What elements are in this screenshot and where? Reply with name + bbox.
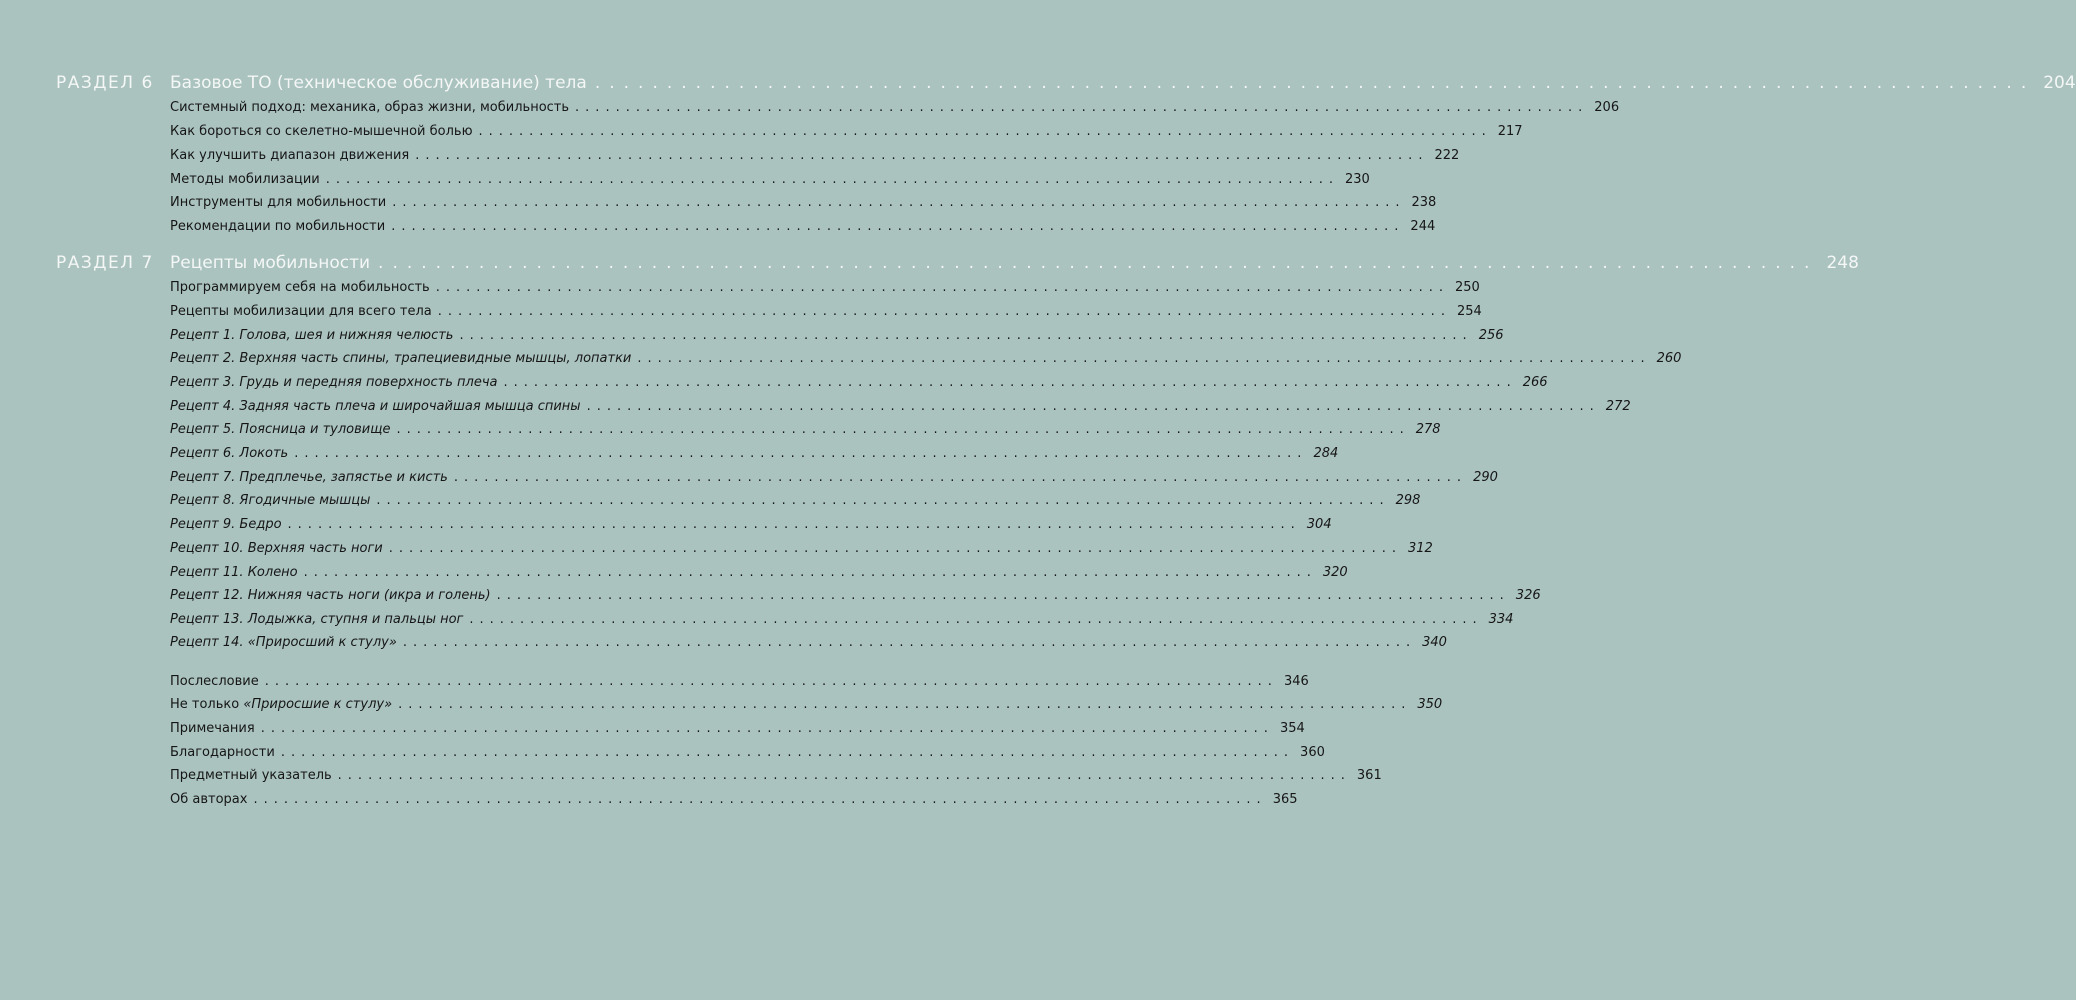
entry-title: Программируем себя на мобильность: [170, 280, 430, 295]
entry-page-number: 312: [1407, 541, 1433, 556]
dot-leader: ....................................................................................................: [586, 399, 1600, 414]
toc-entry-recipe[interactable]: [170, 421, 1441, 439]
section-title: Базовое ТО (техническое обслуживание) тела: [170, 73, 587, 93]
dot-leader: ....................................................................................................: [575, 100, 1589, 115]
entry-title-italic: «Приросшие к стулу»: [243, 697, 393, 712]
toc-entry[interactable]: [170, 194, 1437, 212]
dot-leader: ....................................................................................................: [253, 792, 1267, 807]
entry-page-number: 230: [1344, 172, 1370, 187]
entry-title: Рецепт 5. Поясница и туловище: [170, 422, 391, 437]
entry-page-number: 284: [1313, 446, 1339, 461]
entry-page-number: 244: [1410, 219, 1436, 234]
entry-page-number: 250: [1454, 280, 1480, 295]
entry-title: Методы мобилизации: [170, 172, 320, 187]
dot-leader: ....................................................................................................: [453, 470, 1468, 485]
entry-page-number: 217: [1497, 124, 1523, 139]
section-label: РАЗДЕЛ 6: [56, 73, 154, 93]
entry-title-plain: Не только: [170, 697, 244, 712]
toc-entry-acknowledgements[interactable]: [170, 744, 1325, 762]
toc-entry-notes[interactable]: [170, 720, 1305, 738]
dot-leader: ....................................................................................................: [402, 635, 1417, 650]
entry-title: Послесловие: [170, 674, 259, 689]
toc-entry-more[interactable]: [170, 696, 1443, 714]
entry-title: Рецепт 11. Колено: [170, 565, 298, 580]
dot-leader: ....................................................................................................: [415, 148, 1429, 163]
dot-leader: ....................................................................................................: [435, 280, 1449, 295]
entry-page-number: 256: [1478, 328, 1504, 343]
section-page-number: 248: [1826, 253, 1859, 273]
dot-leader: ....................................................................................................: [469, 612, 1483, 627]
section-label: РАЗДЕЛ 7: [56, 253, 154, 273]
entry-title: Рецепт 4. Задняя часть плеча и широчайшая мышца спины: [170, 399, 581, 414]
toc-entry-recipe[interactable]: [170, 398, 1631, 416]
entry-page-number: 361: [1356, 768, 1382, 783]
entry-page-number: 360: [1300, 745, 1325, 760]
dot-leader: ....................................................................................................: [392, 195, 1406, 210]
entry-title: Рекомендации по мобильности: [170, 219, 386, 234]
dot-leader: ....................................................................................................: [303, 565, 1317, 580]
toc-entry[interactable]: [170, 171, 1370, 189]
toc-entry-recipe[interactable]: [170, 445, 1339, 463]
entry-title: Как бороться со скелетно-мышечной болью: [170, 124, 473, 139]
dot-leader: ....................................................................................................: [594, 73, 2036, 93]
entry-page-number: 278: [1415, 422, 1441, 437]
entry-title: Инструменты для мобильности: [170, 195, 387, 210]
entry-title: Рецепт 10. Верхняя часть ноги: [170, 541, 383, 556]
section-title: Рецепты мобильности: [170, 253, 371, 273]
dot-leader: ....................................................................................................: [264, 674, 1278, 689]
toc-entry[interactable]: [170, 218, 1436, 236]
dot-leader: ....................................................................................................: [337, 768, 1351, 783]
section-heading[interactable]: [56, 72, 2076, 94]
toc-entry-recipe[interactable]: [170, 374, 1548, 392]
toc-entry[interactable]: [170, 123, 1523, 141]
toc-entry-recipe[interactable]: [170, 327, 1504, 345]
dot-leader: ....................................................................................................: [388, 541, 1402, 556]
dot-leader: ....................................................................................................: [437, 304, 1451, 319]
entry-title: Рецепты мобилизации для всего тела: [170, 304, 432, 319]
entry-title: Рецепт 6. Локоть: [170, 446, 289, 461]
entry-title: Рецепт 9. Бедро: [170, 517, 282, 532]
entry-page-number: 260: [1656, 351, 1682, 366]
toc-entry[interactable]: [170, 279, 1480, 297]
dot-leader: ....................................................................................................: [496, 588, 1510, 603]
entry-page-number: 340: [1422, 635, 1447, 650]
entry-title: Рецепт 12. Нижняя часть ноги (икра и голень): [170, 588, 491, 603]
entry-title: Рецепт 1. Голова, шея и нижняя челюсть: [170, 328, 454, 343]
entry-title: [170, 696, 392, 714]
dot-leader: ....................................................................................................: [478, 124, 1492, 139]
entry-title: Об авторах: [170, 792, 248, 807]
dot-leader: ....................................................................................................: [398, 697, 1412, 712]
dot-leader: ....................................................................................................: [325, 172, 1339, 187]
entry-page-number: 326: [1515, 588, 1541, 603]
entry-page-number: 298: [1395, 493, 1421, 508]
dot-leader: ....................................................................................................: [260, 721, 1274, 736]
entry-title: Рецепт 2. Верхняя часть спины, трапециевидные мышцы, лопатки: [170, 351, 632, 366]
entry-page-number: 346: [1283, 674, 1309, 689]
dot-leader: ....................................................................................................: [280, 745, 1295, 760]
toc-entry[interactable]: [170, 99, 1620, 117]
dot-leader: ....................................................................................................: [287, 517, 1301, 532]
dot-leader: ....................................................................................................: [503, 375, 1517, 390]
toc-entry-afterword[interactable]: [170, 673, 1309, 691]
entry-page-number: 365: [1272, 792, 1298, 807]
entry-page-number: 334: [1488, 612, 1514, 627]
toc-entry-recipe[interactable]: [170, 469, 1498, 487]
entry-page-number: 254: [1456, 304, 1482, 319]
entry-page-number: 222: [1434, 148, 1460, 163]
entry-title: Благодарности: [170, 745, 275, 760]
toc-entry-index[interactable]: [170, 767, 1382, 785]
toc-entry-recipe[interactable]: [170, 587, 1541, 605]
toc-entry-recipe[interactable]: [170, 540, 1433, 558]
toc-entry-recipe[interactable]: [170, 350, 1682, 368]
entry-page-number: 354: [1279, 721, 1305, 736]
toc-entry[interactable]: [170, 147, 1460, 165]
entry-title: Рецепт 8. Ягодичные мышцы: [170, 493, 371, 508]
toc-entry-authors[interactable]: [170, 791, 1298, 809]
entry-title: Рецепт 13. Лодыжка, ступня и пальцы ног: [170, 612, 464, 627]
entry-page-number: 304: [1306, 517, 1332, 532]
dot-leader: ....................................................................................................: [459, 328, 1473, 343]
toc-entry-recipe[interactable]: [170, 564, 1348, 582]
dot-leader: ....................................................................................................: [378, 253, 1819, 273]
dot-leader: ....................................................................................................: [376, 493, 1390, 508]
entry-title: Рецепт 14. «Приросший к стулу»: [170, 635, 397, 650]
entry-page-number: 206: [1594, 100, 1620, 115]
entry-page-number: 272: [1605, 399, 1631, 414]
dot-leader: ....................................................................................................: [391, 219, 1405, 234]
entry-page-number: 290: [1473, 470, 1498, 485]
toc-entry-recipe[interactable]: [170, 611, 1514, 629]
entry-page-number: 350: [1417, 697, 1443, 712]
toc-entry-recipe[interactable]: [170, 492, 1421, 510]
toc-entry[interactable]: [170, 303, 1482, 321]
entry-title: Предметный указатель: [170, 768, 332, 783]
section-heading[interactable]: [56, 252, 1859, 274]
dot-leader: ....................................................................................................: [396, 422, 1410, 437]
dot-leader: ....................................................................................................: [294, 446, 1308, 461]
entry-title: Системный подход: механика, образ жизни, мобильность: [170, 100, 570, 115]
entry-title: Рецепт 7. Предплечье, запястье и кисть: [170, 470, 448, 485]
section-page-number: 204: [2043, 73, 2076, 93]
dot-leader: ....................................................................................................: [637, 351, 1651, 366]
entry-title: Рецепт 3. Грудь и передняя поверхность плеча: [170, 375, 498, 390]
entry-page-number: 320: [1322, 565, 1348, 580]
entry-title: Примечания: [170, 721, 255, 736]
toc-entry-recipe[interactable]: [170, 634, 1447, 652]
entry-page-number: 266: [1522, 375, 1548, 390]
entry-page-number: 238: [1411, 195, 1437, 210]
toc-entry-recipe[interactable]: [170, 516, 1332, 534]
entry-title: Как улучшить диапазон движения: [170, 148, 410, 163]
